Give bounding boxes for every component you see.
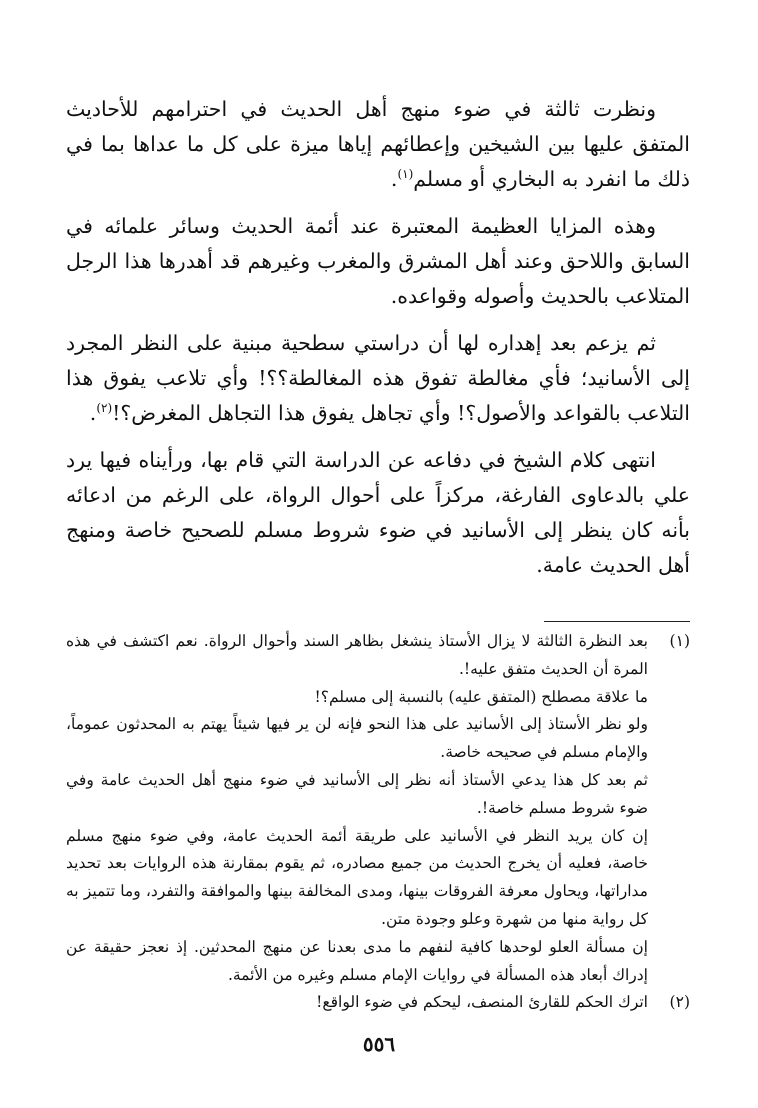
- main-text-body: [66, 92, 690, 595]
- footnote-line: ولو نظر الأستاذ إلى الأسانيد على هذا النحو فإنه لن ير فيها شيئاً يهتم به المحدثون عموماً، والإمام مسلم في صحيحه خاصة.: [66, 715, 648, 762]
- paragraph-1: [66, 92, 690, 197]
- footnote-ref-1: (١): [397, 167, 414, 182]
- footnote-line: إن كان يريد النظر في الأسانيد على طريقة أئمة الحديث عامة، وفي ضوء منهج مسلم خاصة، فعليه أن يخرج الحديث من جميع مصادره، ثم يقوم بمقارنة هذه الروايات بعد تحديد مداراتها، ويحاول معرفة الفروقات بينها، ومدى المخالفة بينها والموافقة والتفرد، وما تتميز به كل رواية منها من شهرة وعلو وجودة متن.: [66, 826, 648, 928]
- paragraph-text: وهذه المزايا العظيمة المعتبرة عند أئمة الحديث وسائر علمائه في السابق واللاحق وعند أهل المشرق والمغرب وغيرهم قد أهدرها هذا الرجل المتلاعب بالحديث وأصوله وقواعده.: [66, 214, 690, 308]
- paragraph-text: ونظرت ثالثة في ضوء منهج أهل الحديث في احترامهم للأحاديث المتفق عليها بين الشيخين وإعطائهم إياها ميزة على كل ما عداها بما في ذلك ما انفرد به البخاري أو مسلم: [66, 97, 690, 191]
- paragraph-text: ثم يزعم بعد إهداره لها أن دراستي سطحية مبنية على النظر المجرد إلى الأسانيد؛ فأي مغالطة تفوق هذه المغالطة؟؟! وأي تلاعب يفوق هذا التلاعب بالقواعد والأصول؟! وأي تجاهل يفوق هذا التجاهل المغرض؟!: [66, 331, 690, 425]
- paragraph-3: [66, 326, 690, 431]
- paragraph-tail: .: [89, 401, 97, 425]
- footnote-divider: [544, 621, 690, 622]
- footnote-2: [66, 989, 690, 1017]
- paragraph-text: انتهى كلام الشيخ في دفاعه عن الدراسة التي قام بها، ورأيناه فيها يرد علي بالدعاوى الفارغة، مركزاً على أحوال الرواة، على الرغم من ادعائه بأنه كان ينظر إلى الأسانيد في ضوء شروط مسلم للصحيح خاصة ومنهج أهل الحديث عامة.: [66, 448, 690, 577]
- footnote-line: ثم بعد كل هذا يدعي الأستاذ أنه نظر إلى الأسانيد في ضوء منهج أهل الحديث عامة وفي ضوء شروط مسلم خاصة!.: [66, 770, 648, 817]
- page-number: ٥٥٦: [362, 1032, 396, 1056]
- footnote-body: [66, 628, 648, 989]
- paragraph-2: [66, 209, 690, 314]
- footnote-body: [66, 989, 648, 1017]
- paragraph-4: [66, 443, 690, 583]
- footnote-ref-2: (٢): [96, 401, 113, 416]
- footnote-1: [66, 628, 690, 989]
- footnote-number: (٢): [669, 993, 690, 1012]
- footnote-number: (١): [669, 632, 690, 650]
- paragraph-tail: .: [390, 167, 398, 191]
- footnote-line: بعد النظرة الثالثة لا يزال الأستاذ ينشغل بظاهر السند وأحوال الرواة. نعم اكتشف في هذه المرة أن الحديث متفق عليه!.: [66, 632, 648, 678]
- footnotes-section: [66, 628, 690, 1017]
- footnote-line: إن مسألة العلو لوحدها كافية لنفهم ما مدى بعدنا عن منهج المحدثين. إذ نعجز حقيقة عن إدراك أبعاد هذه المسألة في روايات الإمام مسلم وغيره من الأئمة.: [66, 937, 648, 984]
- footnote-line: اترك الحكم للقارئ المنصف، ليحكم في ضوء الواقع!: [316, 993, 648, 1012]
- footnote-line: ما علاقة مصطلح (المتفق عليه) بالنسبة إلى مسلم؟!: [314, 687, 648, 706]
